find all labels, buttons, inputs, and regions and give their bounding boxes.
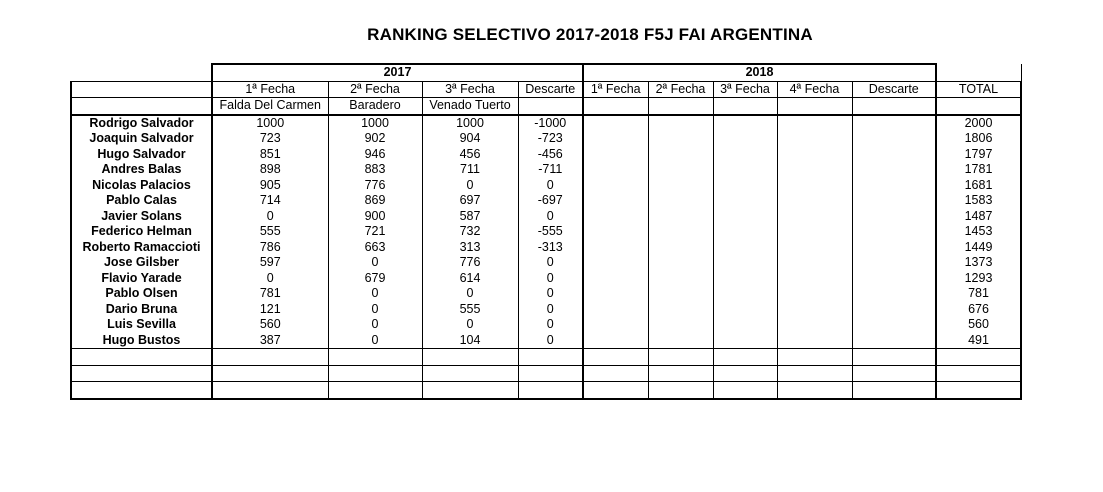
header-2018-fecha-1: 1ª Fecha	[583, 81, 648, 98]
score-2018-fecha-2	[648, 255, 713, 271]
score-2018-descarte	[852, 349, 936, 366]
score-2017-fecha-3: 456	[422, 147, 518, 163]
score-total: 1583	[936, 193, 1021, 209]
score-2018-fecha-4	[777, 255, 852, 271]
score-2017-descarte	[518, 382, 583, 399]
score-2018-fecha-3	[713, 349, 777, 366]
score-2018-fecha-3	[713, 317, 777, 333]
table-row	[71, 147, 1021, 163]
venue-3: Venado Tuerto	[422, 98, 518, 115]
score-2017-fecha-2: 679	[328, 271, 422, 287]
score-2017-fecha-1: 121	[212, 302, 328, 318]
venue-2018-blank-2	[648, 98, 713, 115]
score-2017-descarte: 0	[518, 302, 583, 318]
score-2018-fecha-4	[777, 209, 852, 225]
score-total: 676	[936, 302, 1021, 318]
score-2018-fecha-2	[648, 178, 713, 194]
table-row	[71, 162, 1021, 178]
score-2017-fecha-3: 697	[422, 193, 518, 209]
ranking-table	[70, 63, 1022, 400]
venue-total-blank	[936, 98, 1021, 115]
score-2018-fecha-2	[648, 349, 713, 366]
score-2017-descarte: 0	[518, 255, 583, 271]
score-total	[936, 382, 1021, 399]
score-2018-fecha-2	[648, 115, 713, 132]
score-2018-fecha-2	[648, 147, 713, 163]
score-2017-fecha-3: 0	[422, 286, 518, 302]
score-2017-fecha-1	[212, 349, 328, 366]
score-2017-fecha-1: 714	[212, 193, 328, 209]
empty-table-row	[71, 365, 1021, 382]
pilot-name: Pablo Calas	[71, 193, 212, 209]
score-2017-descarte: 0	[518, 209, 583, 225]
score-2018-descarte	[852, 286, 936, 302]
score-2017-fecha-1: 905	[212, 178, 328, 194]
score-total	[936, 365, 1021, 382]
score-2017-fecha-2: 883	[328, 162, 422, 178]
score-2017-fecha-1: 786	[212, 240, 328, 256]
table-row	[71, 271, 1021, 287]
score-2017-fecha-2: 946	[328, 147, 422, 163]
score-2018-descarte	[852, 131, 936, 147]
score-2017-descarte: -555	[518, 224, 583, 240]
score-2018-fecha-2	[648, 382, 713, 399]
venue-2: Baradero	[328, 98, 422, 115]
score-2017-fecha-1: 597	[212, 255, 328, 271]
score-2018-fecha-4	[777, 333, 852, 349]
score-2018-fecha-2	[648, 302, 713, 318]
pilot-name: Nicolas Palacios	[71, 178, 212, 194]
score-2017-fecha-3: 104	[422, 333, 518, 349]
table-row	[71, 302, 1021, 318]
score-2018-descarte	[852, 255, 936, 271]
venue-2018-blank-5	[852, 98, 936, 115]
score-2018-fecha-2	[648, 224, 713, 240]
score-2018-fecha-2	[648, 193, 713, 209]
header-2017-fecha-2: 2ª Fecha	[328, 81, 422, 98]
score-2018-fecha-2	[648, 162, 713, 178]
table-row	[71, 317, 1021, 333]
score-2017-descarte: -711	[518, 162, 583, 178]
score-2018-fecha-1	[583, 240, 648, 256]
empty-table-row	[71, 349, 1021, 366]
score-2017-fecha-3: 732	[422, 224, 518, 240]
score-2017-fecha-2: 900	[328, 209, 422, 225]
score-2018-descarte	[852, 209, 936, 225]
score-2018-fecha-4	[777, 224, 852, 240]
score-total: 1797	[936, 147, 1021, 163]
score-2018-fecha-4	[777, 382, 852, 399]
year-header-row	[71, 64, 1021, 81]
pilot-name: Andres Balas	[71, 162, 212, 178]
score-total: 1449	[936, 240, 1021, 256]
score-2017-fecha-3: 0	[422, 178, 518, 194]
score-2018-descarte	[852, 333, 936, 349]
pilot-name	[71, 365, 212, 382]
score-2018-descarte	[852, 365, 936, 382]
table-row	[71, 333, 1021, 349]
score-2018-fecha-3	[713, 131, 777, 147]
score-2018-fecha-1	[583, 302, 648, 318]
pilot-name: Roberto Ramaccioti	[71, 240, 212, 256]
score-2017-fecha-2	[328, 365, 422, 382]
table-row	[71, 240, 1021, 256]
pilot-name: Rodrigo Salvador	[71, 115, 212, 132]
score-total: 781	[936, 286, 1021, 302]
score-2018-fecha-4	[777, 317, 852, 333]
pilot-name: Flavio Yarade	[71, 271, 212, 287]
score-2018-fecha-4	[777, 240, 852, 256]
score-2017-fecha-3: 587	[422, 209, 518, 225]
score-2017-fecha-2	[328, 349, 422, 366]
score-2017-fecha-1: 555	[212, 224, 328, 240]
pilot-name: Hugo Salvador	[71, 147, 212, 163]
table-row	[71, 224, 1021, 240]
score-2018-fecha-2	[648, 286, 713, 302]
score-2018-fecha-4	[777, 131, 852, 147]
score-2018-fecha-3	[713, 286, 777, 302]
score-2018-fecha-3	[713, 333, 777, 349]
score-2018-fecha-4	[777, 178, 852, 194]
score-2018-fecha-2	[648, 271, 713, 287]
score-2018-fecha-3	[713, 115, 777, 132]
pilot-name: Joaquin Salvador	[71, 131, 212, 147]
score-2018-fecha-3	[713, 178, 777, 194]
venue-1: Falda Del Carmen	[212, 98, 328, 115]
pilot-name: Jose Gilsber	[71, 255, 212, 271]
header-2018-fecha-4: 4ª Fecha	[777, 81, 852, 98]
venue-header-row	[71, 98, 1021, 115]
header-total: TOTAL	[936, 81, 1021, 98]
year-header-blank	[71, 64, 212, 81]
score-2017-fecha-3: 904	[422, 131, 518, 147]
header-2017-descarte: Descarte	[518, 81, 583, 98]
score-2018-fecha-2	[648, 333, 713, 349]
score-2017-fecha-3	[422, 349, 518, 366]
pilot-name	[71, 349, 212, 366]
score-total: 2000	[936, 115, 1021, 132]
year-2017-header: 2017	[212, 64, 583, 81]
score-total: 1681	[936, 178, 1021, 194]
score-2018-fecha-1	[583, 255, 648, 271]
score-2017-fecha-3	[422, 382, 518, 399]
score-2018-descarte	[852, 147, 936, 163]
score-2018-fecha-1	[583, 365, 648, 382]
score-2017-fecha-1: 851	[212, 147, 328, 163]
header-2017-fecha-3: 3ª Fecha	[422, 81, 518, 98]
table-row	[71, 209, 1021, 225]
score-2018-fecha-1	[583, 349, 648, 366]
score-2018-descarte	[852, 224, 936, 240]
header-2018-fecha-2: 2ª Fecha	[648, 81, 713, 98]
score-2017-fecha-2: 721	[328, 224, 422, 240]
score-2017-fecha-1: 1000	[212, 115, 328, 132]
fecha-header-row	[71, 81, 1021, 98]
score-2018-fecha-4	[777, 162, 852, 178]
score-2017-fecha-1	[212, 382, 328, 399]
score-2017-fecha-1: 0	[212, 209, 328, 225]
score-total: 1373	[936, 255, 1021, 271]
score-2017-descarte: 0	[518, 286, 583, 302]
score-2018-descarte	[852, 240, 936, 256]
score-2017-fecha-1: 560	[212, 317, 328, 333]
score-2018-fecha-1	[583, 193, 648, 209]
score-2017-fecha-3	[422, 365, 518, 382]
score-2017-descarte	[518, 349, 583, 366]
header-2018-descarte: Descarte	[852, 81, 936, 98]
pilot-name	[71, 382, 212, 399]
venue-name-blank	[71, 98, 212, 115]
table-row	[71, 115, 1021, 132]
pilot-name: Federico Helman	[71, 224, 212, 240]
score-2017-descarte: 0	[518, 271, 583, 287]
score-2018-fecha-3	[713, 209, 777, 225]
score-2017-fecha-2	[328, 382, 422, 399]
score-2018-fecha-4	[777, 349, 852, 366]
score-total: 560	[936, 317, 1021, 333]
score-2018-fecha-1	[583, 162, 648, 178]
score-total: 1487	[936, 209, 1021, 225]
score-2017-fecha-1: 898	[212, 162, 328, 178]
score-2018-descarte	[852, 382, 936, 399]
page-title: RANKING SELECTIVO 2017-2018 F5J FAI ARGENTINA	[367, 25, 813, 44]
score-2018-fecha-1	[583, 333, 648, 349]
score-2017-fecha-1	[212, 365, 328, 382]
score-2017-fecha-3: 711	[422, 162, 518, 178]
venue-2018-blank-4	[777, 98, 852, 115]
score-2018-descarte	[852, 302, 936, 318]
score-2017-fecha-3: 1000	[422, 115, 518, 132]
venue-2018-blank-1	[583, 98, 648, 115]
score-2018-fecha-1	[583, 209, 648, 225]
score-2017-descarte: 0	[518, 333, 583, 349]
score-2018-fecha-1	[583, 271, 648, 287]
score-2018-fecha-2	[648, 209, 713, 225]
year-header-blank-right	[936, 64, 1021, 81]
score-2018-fecha-2	[648, 240, 713, 256]
score-2017-descarte: -313	[518, 240, 583, 256]
venue-descarte-blank	[518, 98, 583, 115]
score-2017-fecha-2: 776	[328, 178, 422, 194]
score-2017-fecha-3: 555	[422, 302, 518, 318]
score-2018-fecha-3	[713, 382, 777, 399]
pilot-name: Dario Bruna	[71, 302, 212, 318]
pilot-name: Javier Solans	[71, 209, 212, 225]
score-2018-fecha-3	[713, 240, 777, 256]
score-2018-fecha-2	[648, 317, 713, 333]
score-2017-descarte: -697	[518, 193, 583, 209]
score-2017-fecha-2: 0	[328, 286, 422, 302]
table-row	[71, 131, 1021, 147]
score-total: 1293	[936, 271, 1021, 287]
table-row	[71, 178, 1021, 194]
table-row	[71, 255, 1021, 271]
score-2017-fecha-1: 387	[212, 333, 328, 349]
score-total: 1781	[936, 162, 1021, 178]
score-2017-fecha-2: 0	[328, 255, 422, 271]
table-row	[71, 193, 1021, 209]
score-2018-fecha-2	[648, 365, 713, 382]
empty-table-row	[71, 382, 1021, 399]
score-2017-fecha-3: 776	[422, 255, 518, 271]
score-total: 1453	[936, 224, 1021, 240]
score-2017-fecha-3: 0	[422, 317, 518, 333]
score-2017-fecha-1: 0	[212, 271, 328, 287]
score-2018-fecha-1	[583, 286, 648, 302]
score-2018-fecha-4	[777, 286, 852, 302]
score-total: 1806	[936, 131, 1021, 147]
year-2018-header: 2018	[583, 64, 936, 81]
score-2018-fecha-4	[777, 193, 852, 209]
score-2018-fecha-1	[583, 147, 648, 163]
score-2018-fecha-3	[713, 162, 777, 178]
score-2017-descarte: -1000	[518, 115, 583, 132]
score-2018-fecha-4	[777, 365, 852, 382]
score-2017-descarte	[518, 365, 583, 382]
pilot-name: Luis Sevilla	[71, 317, 212, 333]
ranking-table-body	[71, 64, 1021, 399]
score-2018-descarte	[852, 162, 936, 178]
score-2018-fecha-3	[713, 147, 777, 163]
score-2018-fecha-2	[648, 131, 713, 147]
score-2018-fecha-1	[583, 131, 648, 147]
score-2017-fecha-2: 869	[328, 193, 422, 209]
score-2017-descarte: -456	[518, 147, 583, 163]
score-2018-descarte	[852, 317, 936, 333]
score-2018-fecha-4	[777, 271, 852, 287]
score-2018-fecha-3	[713, 271, 777, 287]
score-2018-fecha-1	[583, 382, 648, 399]
score-2018-fecha-4	[777, 147, 852, 163]
name-column-header	[71, 81, 212, 98]
pilot-name: Hugo Bustos	[71, 333, 212, 349]
score-2018-fecha-3	[713, 255, 777, 271]
score-2017-fecha-2: 902	[328, 131, 422, 147]
score-2018-descarte	[852, 115, 936, 132]
score-2017-descarte: -723	[518, 131, 583, 147]
score-2018-fecha-3	[713, 365, 777, 382]
venue-2018-blank-3	[713, 98, 777, 115]
score-2017-fecha-1: 723	[212, 131, 328, 147]
score-2018-fecha-1	[583, 224, 648, 240]
score-2017-fecha-2: 0	[328, 302, 422, 318]
score-2017-fecha-2: 0	[328, 333, 422, 349]
score-2018-fecha-3	[713, 193, 777, 209]
score-2017-fecha-2: 0	[328, 317, 422, 333]
score-2018-fecha-3	[713, 302, 777, 318]
score-2017-fecha-3: 614	[422, 271, 518, 287]
score-total	[936, 349, 1021, 366]
score-2018-fecha-3	[713, 224, 777, 240]
score-2018-fecha-1	[583, 178, 648, 194]
pilot-name: Pablo Olsen	[71, 286, 212, 302]
score-2018-descarte	[852, 193, 936, 209]
score-2017-fecha-3: 313	[422, 240, 518, 256]
header-2017-fecha-1: 1ª Fecha	[212, 81, 328, 98]
score-2018-fecha-4	[777, 115, 852, 132]
score-2017-fecha-2: 1000	[328, 115, 422, 132]
score-2018-fecha-1	[583, 115, 648, 132]
score-2018-fecha-4	[777, 302, 852, 318]
score-2017-descarte: 0	[518, 178, 583, 194]
score-2018-descarte	[852, 271, 936, 287]
score-2017-fecha-1: 781	[212, 286, 328, 302]
score-2018-descarte	[852, 178, 936, 194]
table-row	[71, 286, 1021, 302]
score-2018-fecha-1	[583, 317, 648, 333]
header-2018-fecha-3: 3ª Fecha	[713, 81, 777, 98]
score-2017-descarte: 0	[518, 317, 583, 333]
score-2017-fecha-2: 663	[328, 240, 422, 256]
score-total: 491	[936, 333, 1021, 349]
